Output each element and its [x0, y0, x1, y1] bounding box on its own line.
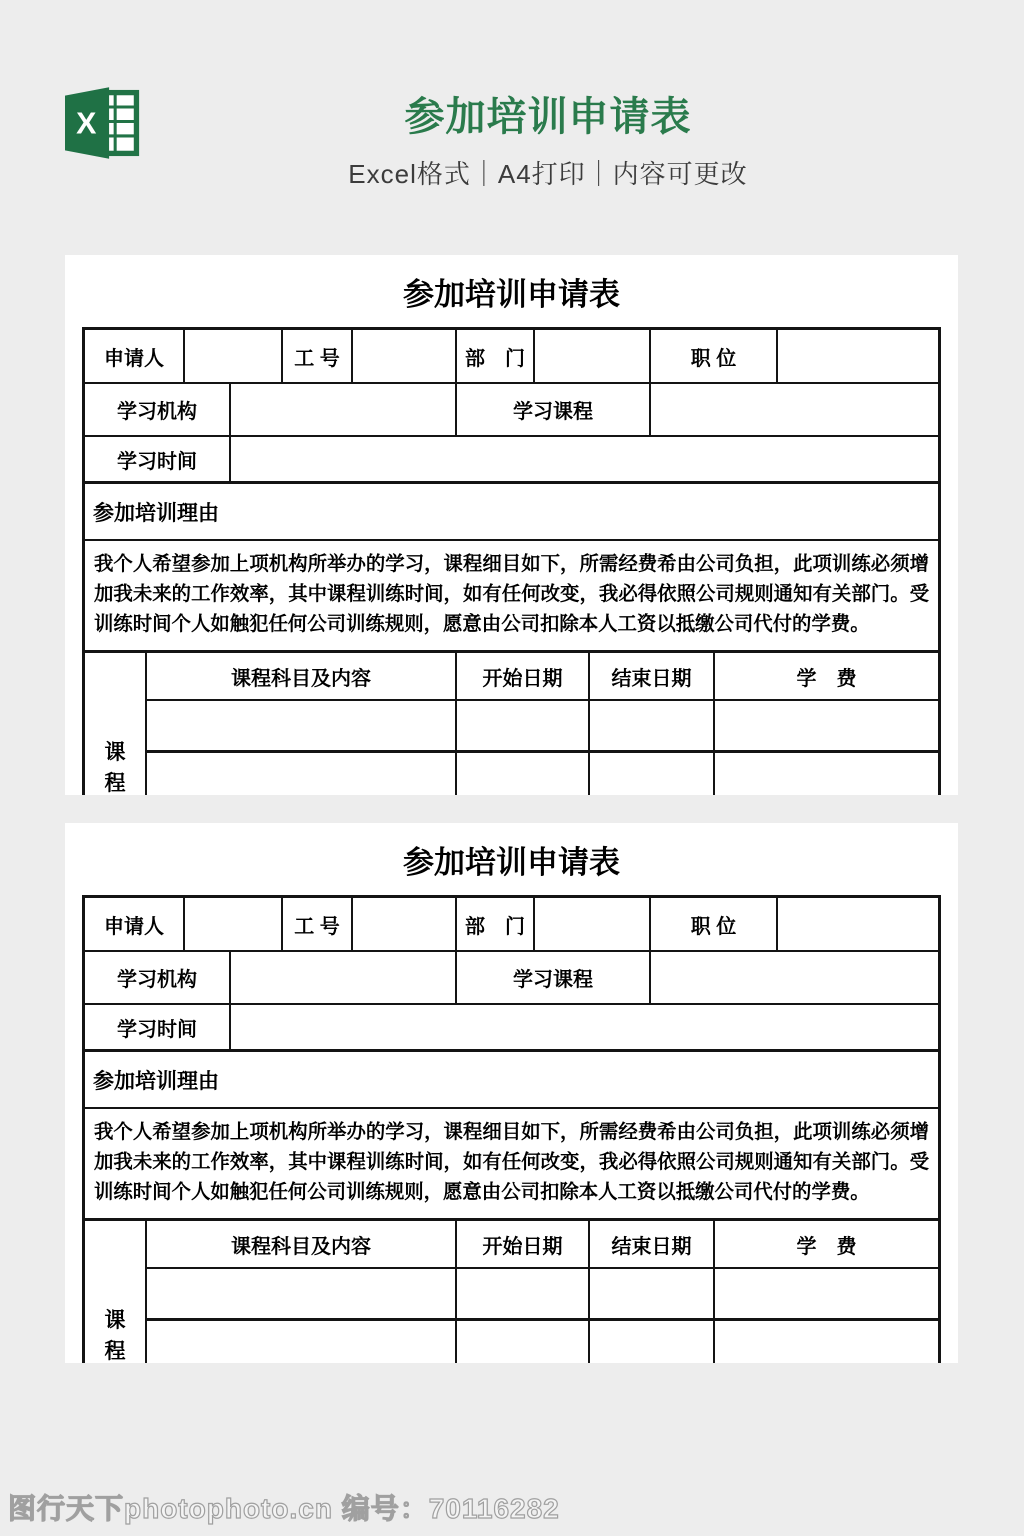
table-row: [85, 484, 938, 541]
reason-label: 参加培训理由: [93, 1069, 219, 1093]
course-sub-table: [85, 653, 938, 795]
field-applicant: [185, 898, 283, 950]
table-row: [85, 541, 938, 653]
field-department: [535, 330, 651, 382]
course-side-cell: [85, 653, 147, 795]
training-form-card-1: [65, 255, 958, 795]
course-empty-row: [147, 1321, 938, 1363]
label-employee-id: 工 号: [283, 330, 353, 382]
field-fee: [715, 1321, 938, 1363]
field-course: [651, 384, 938, 435]
course-header-row: [147, 1221, 938, 1269]
label-study-time: 学习时间: [85, 437, 231, 481]
col-end-date: 结束日期: [590, 1221, 715, 1267]
page-title: 参加培训申请表: [404, 95, 692, 139]
course-side-label: 课程: [104, 741, 126, 795]
field-study-time: [231, 1005, 938, 1049]
course-sub-table: [85, 1221, 938, 1363]
field-fee: [715, 1269, 938, 1318]
field-start-date: [457, 1269, 590, 1318]
field-study-time: [231, 437, 938, 481]
field-fee: [715, 701, 938, 750]
page-subtitle: Excel格式｜A4打印｜内容可更改: [348, 159, 748, 189]
label-institution: 学习机构: [85, 952, 231, 1003]
col-start-date: 开始日期: [457, 653, 590, 699]
field-employee-id: [353, 330, 457, 382]
form-title: 参加培训申请表: [403, 277, 620, 312]
field-end-date: [590, 701, 715, 750]
field-institution: [231, 952, 457, 1003]
field-start-date: [457, 1321, 590, 1363]
label-employee-id: 工 号: [283, 898, 353, 950]
col-fee: 学 费: [796, 1235, 857, 1258]
col-end-date: 结束日期: [590, 653, 715, 699]
course-empty-row: [147, 1269, 938, 1321]
form-title: 参加培训申请表: [403, 845, 620, 880]
field-position: [778, 898, 938, 950]
label-applicant: 申请人: [85, 898, 185, 950]
form-table: [82, 895, 941, 1363]
field-fee: [715, 753, 938, 795]
course-side-label: 课程: [104, 1309, 126, 1363]
label-institution: 学习机构: [85, 384, 231, 435]
field-applicant: [185, 330, 283, 382]
course-empty-row: [147, 753, 938, 795]
label-applicant: 申请人: [85, 330, 185, 382]
field-course: [651, 952, 938, 1003]
form-table: [82, 327, 941, 795]
col-course-content: 课程科目及内容: [147, 653, 457, 699]
field-course-content: [147, 701, 457, 750]
course-header-row: [147, 653, 938, 701]
table-row: [85, 952, 938, 1005]
field-end-date: [590, 1321, 715, 1363]
reason-text: 我个人希望参加上项机构所举办的学习，课程细目如下，所需经费希由公司负担，此项训练必须增加我未来的工作效率，其中课程训练时间，如有任何改变，我必得依照公司规则通知有关部门。受训练时间个人如触犯任何公司训练规则，愿意由公司扣除本人工资以抵缴公司代付的学费。: [94, 1121, 929, 1203]
page-header: [0, 0, 1024, 255]
svg-text:X: X: [76, 106, 97, 141]
label-position: 职 位: [651, 330, 778, 382]
col-fee: 学 费: [796, 667, 857, 690]
label-department: 部 门: [457, 898, 535, 950]
field-end-date: [590, 1269, 715, 1318]
course-columns: [147, 653, 938, 795]
course-side-cell: [85, 1221, 147, 1363]
col-start-date: 开始日期: [457, 1221, 590, 1267]
course-columns: [147, 1221, 938, 1363]
label-course: 学习课程: [457, 384, 651, 435]
table-row: [85, 1109, 938, 1221]
table-row: [85, 437, 938, 484]
field-employee-id: [353, 898, 457, 950]
label-position: 职 位: [651, 898, 778, 950]
field-start-date: [457, 701, 590, 750]
field-start-date: [457, 753, 590, 795]
field-end-date: [590, 753, 715, 795]
field-course-content: [147, 1321, 457, 1363]
course-empty-row: [147, 701, 938, 753]
field-position: [778, 330, 938, 382]
reason-label: 参加培训理由: [93, 501, 219, 525]
table-row: [85, 384, 938, 437]
reason-text: 我个人希望参加上项机构所举办的学习，课程细目如下，所需经费希由公司负担，此项训练必须增加我未来的工作效率，其中课程训练时间，如有任何改变，我必得依照公司规则通知有关部门。受训练时间个人如触犯任何公司训练规则，愿意由公司扣除本人工资以抵缴公司代付的学费。: [94, 553, 929, 635]
field-course-content: [147, 1269, 457, 1318]
header-text-block: [0, 94, 1024, 191]
label-department: 部 门: [457, 330, 535, 382]
field-department: [535, 898, 651, 950]
table-row: [85, 898, 938, 952]
site-watermark: 图行天下photophoto.cn 编号：70116282: [8, 1493, 560, 1524]
field-institution: [231, 384, 457, 435]
table-row: [85, 1005, 938, 1052]
field-course-content: [147, 753, 457, 795]
col-course-content: 课程科目及内容: [147, 1221, 457, 1267]
table-row: [85, 1052, 938, 1109]
table-row: [85, 330, 938, 384]
label-study-time: 学习时间: [85, 1005, 231, 1049]
label-course: 学习课程: [457, 952, 651, 1003]
training-form-card-2: [65, 823, 958, 1363]
